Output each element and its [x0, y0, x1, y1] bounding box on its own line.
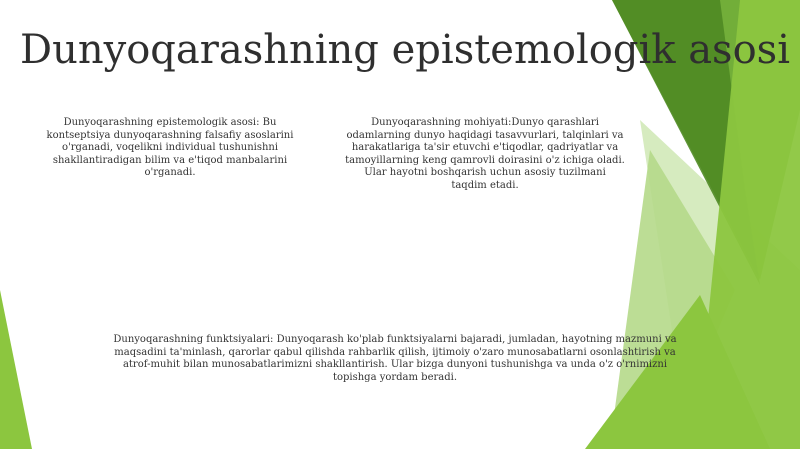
- paragraph-worldview-functions: Dunyoqarashning funktsiyalari: Dunyoqarash ko'plab funktsiyalarni bajaradi, jumladan, hayotning mazmuni va maqsadini ta'minlash, qarorlar qabul qilishda rahbarlik qilish, ijtimoiy o'zaro munosabatlarni osonlashtirish va atrof-muhit bilan munosabatlarimizni shakllantirish. Ular bizga dunyoni tushunishga va unda o'z o'rnimizni topishga yordam beradi.: [113, 334, 677, 383]
- paragraph-worldview-essence: Dunyoqarashning mohiyati:Dunyo qarashlari odamlarning dunyo haqidagi tasavvurlari, talqinlari va harakatlariga ta'sir etuvchi e'tiqodlar, qadriyatlar va tamoyillarning keng qamrovli doirasini o'z ichiga oladi. Ular hayotni boshqarish uchun asosiy tuzilmani taqdim etadi.: [345, 117, 625, 191]
- slide-title: Dunyoqarashning epistemologik asosi: [20, 27, 790, 73]
- paragraph-epistemological-basis: Dunyoqarashning epistemologik asosi: Bu kontseptsiya dunyoqarashning falsafiy asoslarini o'rganadi, voqelikni individual tushunishni shakllantiradigan bilim va e'tiqod manbalarini o'rganadi.: [46, 117, 294, 178]
- left-green-shape: [0, 290, 32, 449]
